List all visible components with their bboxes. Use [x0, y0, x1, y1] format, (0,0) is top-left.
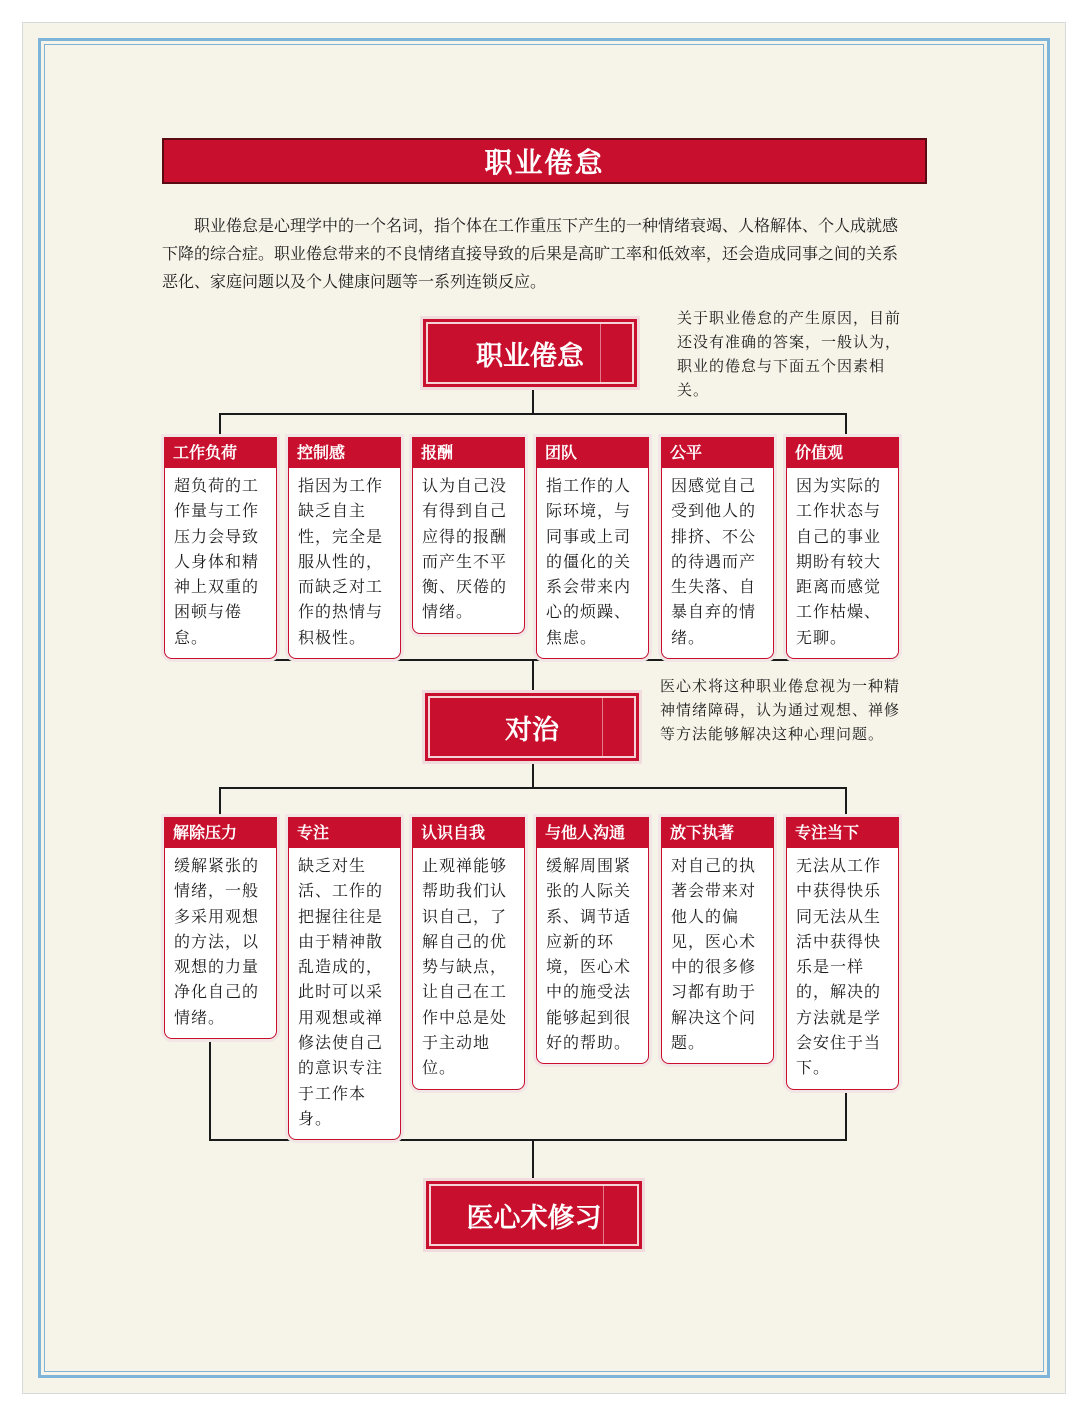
remedy-box-title: 认识自我	[413, 818, 524, 848]
cause-box-fairness	[661, 437, 774, 659]
node-fold-line	[602, 698, 603, 756]
cause-box-workload	[164, 437, 277, 659]
remedy-box-text: 缓解周围紧张的人际关系、调节适应新的环境，医心术中的施受法能够起到很好的帮助。	[546, 856, 632, 1053]
remedy-box-communicate	[536, 817, 649, 1064]
remedy-node-label: 对治	[505, 714, 559, 746]
cause-box-title: 报酬	[413, 438, 524, 468]
cause-box-text: 指因为工作缺乏自主性，完全是服从性的，而缺乏对工作的热情与积极性。	[298, 476, 384, 647]
remedy-box-title: 专注	[289, 818, 400, 848]
remedy-box-title: 与他人沟通	[537, 818, 648, 848]
cause-box-title: 控制感	[289, 438, 400, 468]
cause-box-title: 公平	[662, 438, 773, 468]
cause-box-text: 因感觉自己受到他人的排挤、不公的待遇而产生失落、自暴自弃的情绪。	[671, 476, 757, 647]
cause-box-reward	[412, 437, 525, 634]
cause-box-values	[786, 437, 899, 659]
node-fold-line	[603, 1186, 604, 1244]
remedy-box-present-moment	[786, 817, 899, 1090]
bracket-remedies-top	[220, 788, 846, 817]
remedy-box-title: 解除压力	[165, 818, 276, 848]
cause-box-team	[536, 437, 649, 659]
practice-node	[429, 1184, 639, 1246]
burnout-node	[426, 322, 634, 384]
remedy-box-focus	[288, 817, 401, 1140]
remedy-box-know-self	[412, 817, 525, 1090]
page-title: 职业倦怠	[484, 146, 605, 179]
cause-box-control	[288, 437, 401, 659]
causes-note: 关于职业倦怠的产生原因，目前还没有准确的答案，一般认为，职业的倦怠与下面五个因素相关。	[677, 309, 902, 399]
title-banner	[162, 138, 927, 184]
cause-box-text: 指工作的人际环境，与同事或上司的僵化的关系会带来内心的烦躁、焦虑。	[546, 476, 632, 647]
burnout-node-label: 职业倦怠	[476, 340, 584, 372]
bracket-causes-top	[220, 414, 846, 437]
remedy-box-let-go	[661, 817, 774, 1064]
cause-box-title: 价值观	[787, 438, 898, 468]
practice-node-label: 医心术修习	[466, 1202, 602, 1234]
remedy-box-text: 无法从工作中获得快乐同无法从生活中获得快乐是一样的，解决的方法就是学会安住于当下。	[796, 856, 882, 1078]
remedy-note: 医心术将这种职业倦怠视为一种精神情绪障碍，认为通过观想、禅修等方法能够解决这种心理问题。	[660, 677, 901, 743]
intro-paragraph: 职业倦怠是心理学中的一个名词，指个体在工作重压下产生的一种情绪衰竭、人格解体、个人成就感下降的综合症。职业倦怠带来的不良情绪直接导致的后果是高旷工率和低效率，还会造成同事之间的关系恶化、家庭问题以及个人健康问题等一系列连锁反应。	[162, 216, 899, 291]
cause-box-text: 因为实际的工作状态与自己的事业期盼有较大距离而感觉工作枯燥、无聊。	[796, 476, 882, 647]
remedy-box-title: 放下执著	[662, 818, 773, 848]
remedy-box-title: 专注当下	[787, 818, 898, 848]
node-fold-line	[600, 324, 601, 382]
remedy-box-text: 缺乏对生活、工作的把握往往是由于精神散乱造成的，此时可以采用观想或禅修法使自己的意识专注于工作本身。	[298, 856, 384, 1128]
remedy-box-text: 对自己的执著会带来对他人的偏见，医心术中的很多修习都有助于解决这个问题。	[671, 856, 757, 1053]
remedy-box-relieve-pressure	[164, 817, 277, 1039]
cause-box-text: 认为自己没有得到自己应得的报酬而产生不平衡、厌倦的情绪。	[422, 476, 508, 622]
remedy-box-text: 止观禅能够帮助我们认识自己，了解自己的优势与缺点，让自己在工作中总是处于主动地位。	[422, 856, 508, 1078]
cause-box-title: 团队	[537, 438, 648, 468]
cause-box-text: 超负荷的工作量与工作压力会导致人身体和精神上双重的困顿与倦怠。	[174, 476, 260, 647]
remedy-box-text: 缓解紧张的情绪，一般多采用观想的方法，以观想的力量净化自己的情绪。	[174, 856, 260, 1027]
remedy-node	[428, 696, 636, 758]
cause-box-title: 工作负荷	[165, 438, 276, 468]
